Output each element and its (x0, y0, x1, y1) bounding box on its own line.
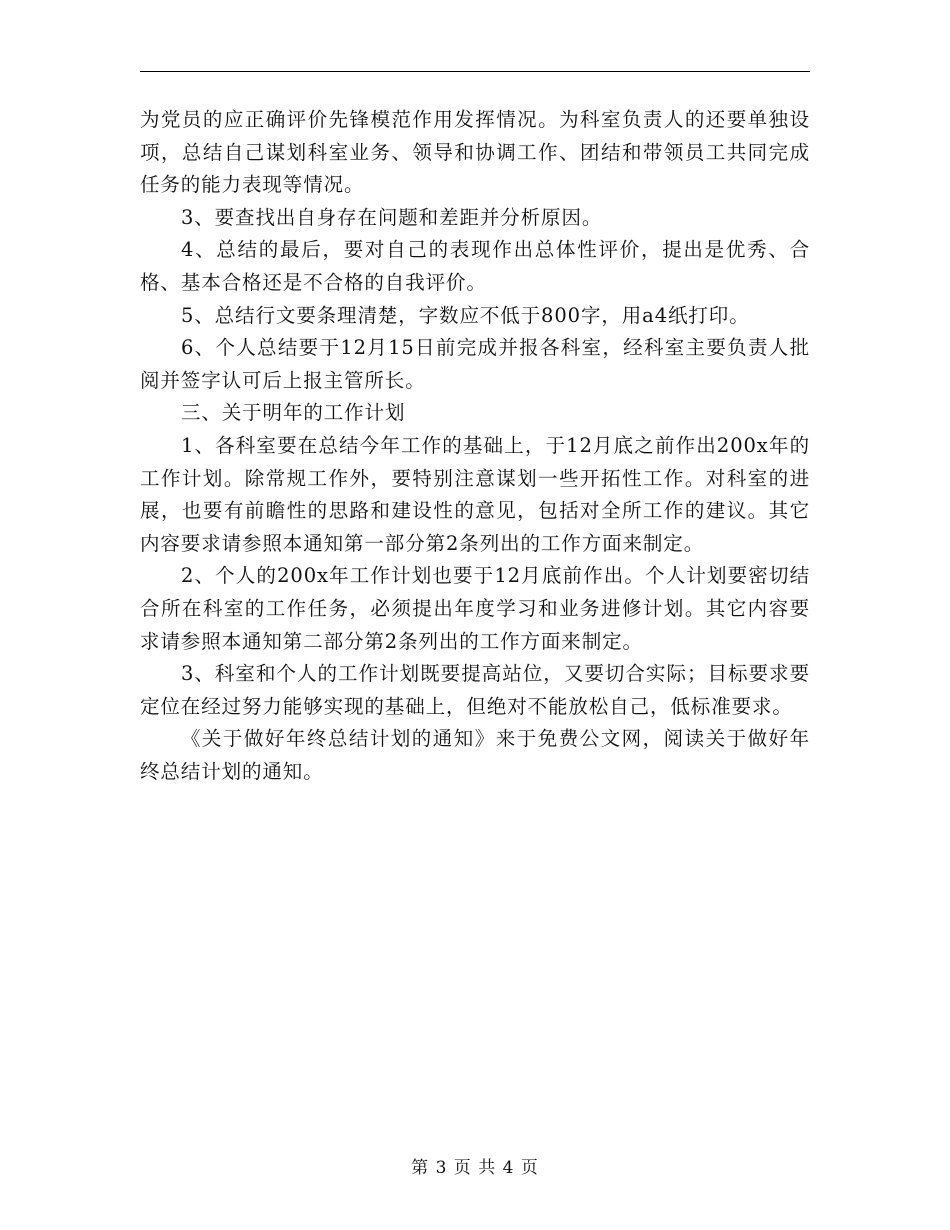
paragraph-5: 6、个人总结要于12月15日前完成并报各科室，经科室主要负责人批阅并签字认可后上报主管所长。 (140, 336, 810, 392)
paragraph-2: 3、要查找出自身存在问题和差距并分析原因。 (180, 205, 603, 229)
paragraph-8: 3、科室和个人的工作计划既要提高站位，又要切合实际；目标要求要定位在经过努力能够实现的基础上，但绝对不能放松自己，低标准要求。 (140, 662, 810, 718)
paragraph-6: 1、各科室要在总结今年工作的基础上，于12月底之前作出200x年的工作计划。除常规工作外，要特别注意谋划一些开拓性工作。对科室的进展，也要有前瞻性的思路和建设性的意见，包括对全所工作的建议。其它内容要求请参照本通知第一部分第2条列出的工作方面来制定。 (140, 433, 810, 555)
page-number-footer: 第 3 页 共 4 页 (411, 1158, 539, 1178)
paragraph-7: 2、个人的200x年工作计划也要于12月底前作出。个人计划要密切结合所在科室的工作任务，必须提出年度学习和业务进修计划。其它内容要求请参照本通知第二部分第2条列出的工作方面来制定。 (140, 564, 810, 653)
paragraph-1: 为党员的应正确评价先锋模范作用发挥情况。为科室负责人的还要单独设项，总结自己谋划科室业务、领导和协调工作、团结和带领员工共同完成任务的能力表现等情况。 (140, 108, 810, 197)
document-body (140, 104, 810, 788)
section-heading: 三、关于明年的工作计划 (180, 401, 406, 425)
paragraph-9: 《关于做好年终总结计划的通知》来于免费公文网，阅读关于做好年终总结计划的通知。 (140, 727, 810, 783)
header-rule (140, 71, 810, 72)
paragraph-3: 4、总结的最后，要对自己的表现作出总体性评价，提出是优秀、合格、基本合格还是不合格的自我评价。 (140, 238, 810, 294)
paragraph-4: 5、总结行文要条理清楚，字数应不低于800字，用a4纸打印。 (180, 303, 750, 327)
